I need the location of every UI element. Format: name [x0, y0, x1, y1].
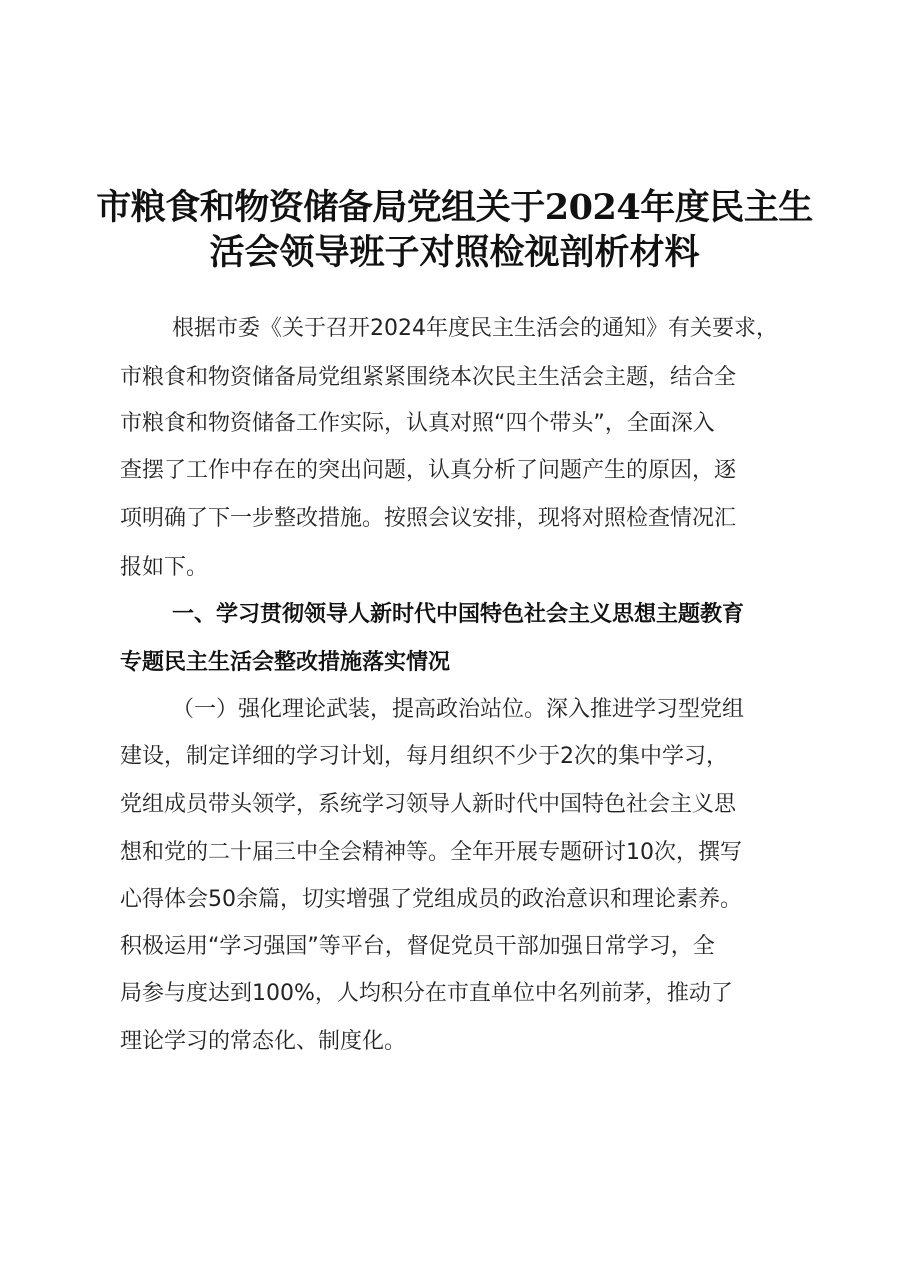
subsection-line-6: 积极运用“学习强国”等平台，督促党员干部加强日常学习，全 — [120, 934, 715, 959]
subsection-line-3: 党组成员带头领学，系统学习领导人新时代中国特色社会主义思 — [120, 792, 737, 817]
section-heading-line-2: 专题民主生活会整改措施落实情况 — [120, 650, 451, 675]
section-heading-line-1: 一、学习贯彻领导人新时代中国特色社会主义思想主题教育 — [172, 602, 745, 627]
document-title-line-2: 活会领导班子对照检视剖析材料 — [209, 232, 700, 273]
intro-line-2: 市粮食和物资储备局党组紧紧围绕本次民主生活会主题，结合全 — [120, 365, 737, 390]
subsection-line-2: 建设，制定详细的学习计划，每月组织不少于2次的集中学习， — [120, 744, 728, 769]
subsection-line-8: 理论学习的常态化、制度化。 — [120, 1029, 407, 1054]
subsection-line-5: 心得体会50余篇，切实增强了党组成员的政治意识和理论素养。 — [120, 887, 742, 912]
intro-line-6: 报如下。 — [120, 555, 209, 580]
intro-line-1: 根据市委《关于召开2024年度民主生活会的通知》有关要求， — [172, 316, 778, 341]
intro-line-3: 市粮食和物资储备工作实际，认真对照“四个带头”，全面深入 — [120, 411, 715, 436]
subsection-line-1: （一）强化理论武装，提高政治站位。深入推进学习型党组 — [172, 697, 745, 722]
intro-line-4: 查摆了工作中存在的突出问题，认真分析了问题产生的原因，逐 — [120, 458, 737, 483]
document-title-line-1: 市粮食和物资储备局党组关于2024年度民主生 — [96, 187, 813, 228]
subsection-line-7: 局参与度达到100%，人均积分在市直单位中名列前茅，推动了 — [120, 981, 733, 1006]
intro-line-5: 项明确了下一步整改措施。按照会议安排，现将对照检查情况汇 — [120, 506, 737, 531]
subsection-line-4: 想和党的二十届三中全会精神等。全年开展专题研讨10次，撰写 — [120, 840, 742, 865]
